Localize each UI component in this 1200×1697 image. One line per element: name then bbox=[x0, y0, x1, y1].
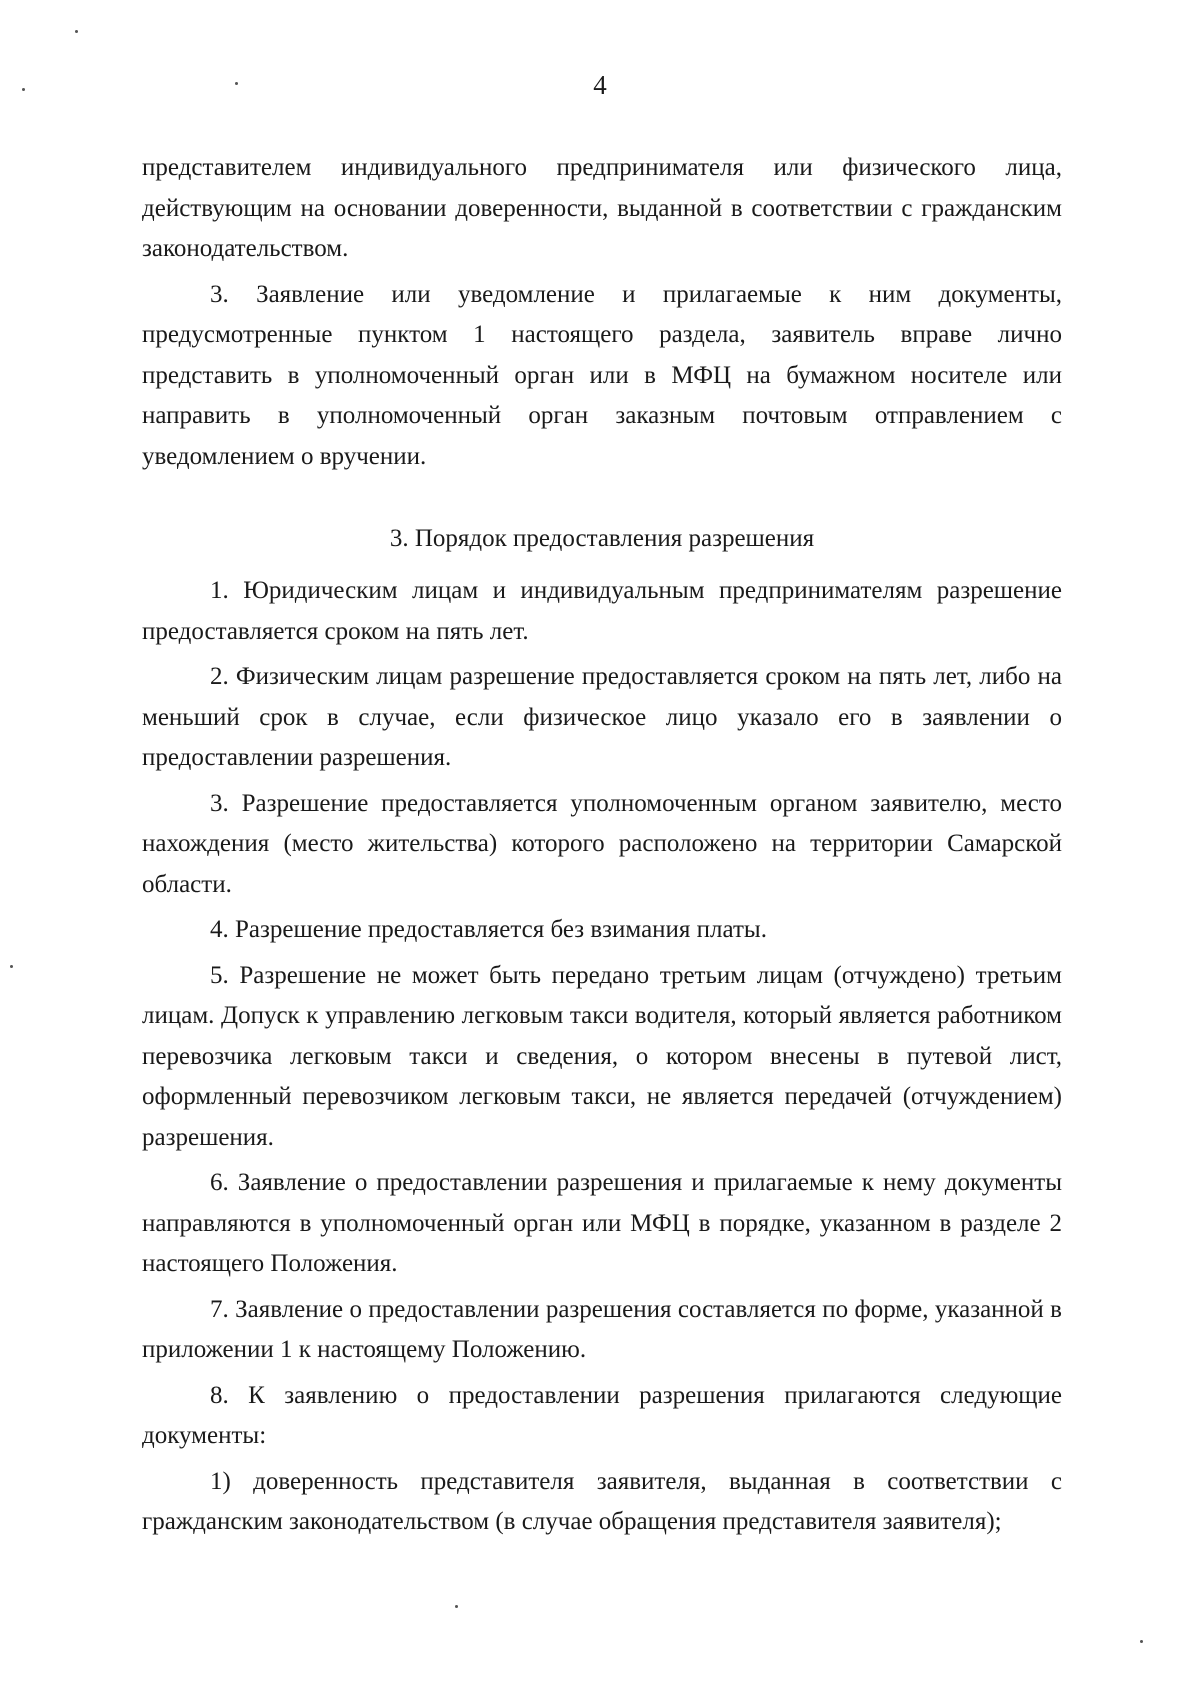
section-paragraph: 1) доверенность представителя заявителя, выданная в соответствии с гражданским законодательством (в случае обращения представителя заявителя); bbox=[142, 1467, 1062, 1535]
intro-paragraph: 3. Заявление или уведомление и прилагаемые к ним документы, предусмотренные пунктом 1 настоящего раздела, заявитель вправе лично представить в уполномоченный орган или в МФЦ на бумажном носителе или направить в уполномоченный орган заказным почтовым отправлением с уведомлением о вручении. bbox=[142, 280, 1062, 470]
section-paragraph: 6. Заявление о предоставлении разрешения и прилагаемые к нему документы направляются в уполномоченный орган или МФЦ в порядке, указанном в разделе 2 настоящего Положения. bbox=[142, 1169, 1062, 1277]
section-paragraph: 4. Разрешение предоставляется без взимания платы. bbox=[210, 916, 767, 943]
document-body bbox=[142, 148, 1062, 1543]
scan-speck bbox=[75, 30, 78, 33]
scan-speck bbox=[235, 82, 238, 85]
page-number: 4 bbox=[593, 70, 607, 100]
section-paragraph: 7. Заявление о предоставлении разрешения составляется по форме, указанной в приложении 1 к настоящему Положению. bbox=[142, 1295, 1062, 1363]
scan-speck bbox=[22, 88, 25, 91]
intro-paragraph: представителем индивидуального предпринимателя или физического лица, действующим на основании доверенности, выданной в соответствии с гражданским законодательством. bbox=[142, 154, 1062, 262]
section-paragraph: 3. Разрешение предоставляется уполномоченным органом заявителю, место нахождения (место жительства) которого расположено на территории Самарской области. bbox=[142, 789, 1062, 898]
section-heading: 3. Порядок предоставления разрешения bbox=[389, 525, 815, 552]
scan-speck bbox=[10, 965, 13, 968]
section-paragraph: 2. Физическим лицам разрешение предоставляется сроком на пять лет, либо на меньший срок в случае, если физическое лицо указало его в заявлении о предоставлении разрешения. bbox=[142, 663, 1062, 771]
scan-speck bbox=[455, 1605, 458, 1608]
section-paragraph: 8. К заявлению о предоставлении разрешения прилагаются следующие документы: bbox=[142, 1381, 1062, 1449]
section-paragraph: 5. Разрешение не может быть передано третьим лицам (отчуждено) третьим лицам. Допуск к управлению легковым такси водителя, который является работником перевозчика легковым такси и сведения, о котором внесены в путевой лист, оформленный перевозчиком легковым такси, не является передачей (отчуждением) разрешения. bbox=[142, 961, 1062, 1151]
scan-speck bbox=[1140, 1640, 1143, 1643]
section-paragraph: 1. Юридическим лицам и индивидуальным предпринимателям разрешение предоставляется сроком на пять лет. bbox=[142, 577, 1062, 645]
